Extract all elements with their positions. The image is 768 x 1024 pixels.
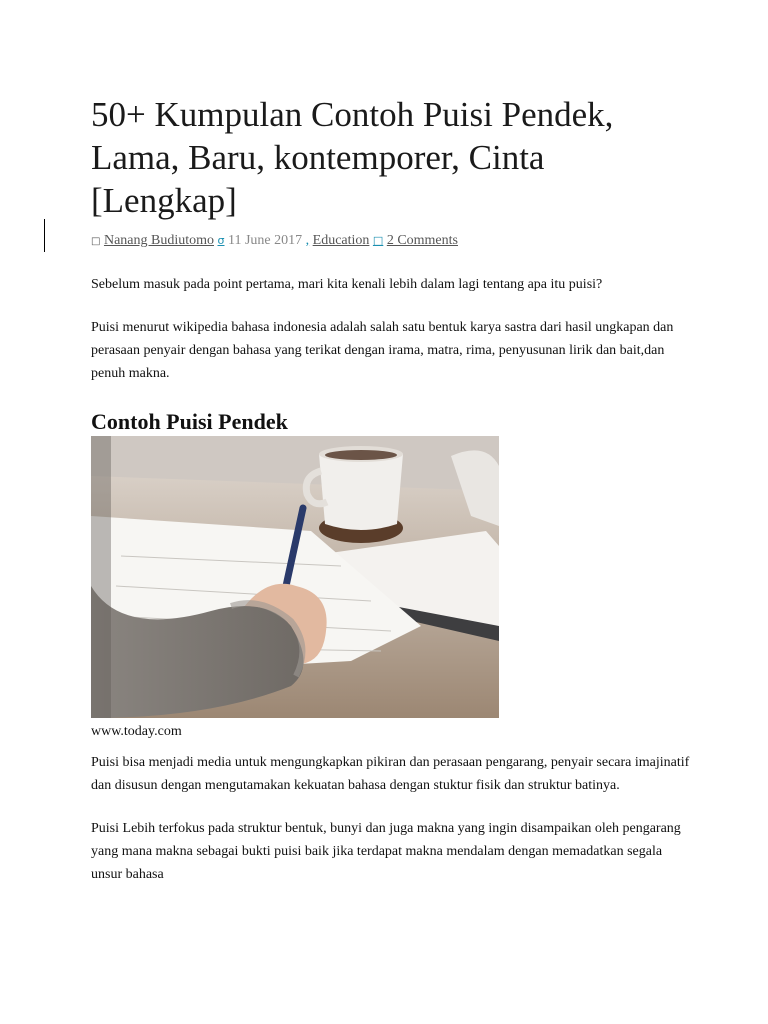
text-cursor [44, 219, 45, 252]
article-meta [91, 232, 691, 251]
article-title: 50+ Kumpulan Contoh Puisi Pendek, Lama, Baru, kontemporer, Cinta [Lengkap] [91, 95, 614, 220]
comment-icon[interactable]: □ [372, 234, 384, 247]
category-separator[interactable]: , [305, 233, 310, 248]
author-link[interactable]: Nanang Budiutomo [103, 233, 214, 248]
body-paragraph-2: Puisi Lebih terfokus pada struktur bentuk, bunyi dan juga makna yang ingin disampaikan oleh pengarang yang mana makna sebagai bukti puisi baik jika terdapat makna mendalam dengan memadatkan segala unsur bahasa [91, 821, 681, 882]
calendar-icon[interactable]: σ [217, 234, 225, 247]
post-date: 11 June 2017 [227, 233, 303, 248]
comments-link[interactable]: 2 Comments [386, 233, 458, 248]
writing-photo [91, 436, 499, 718]
user-icon: □ [91, 236, 101, 247]
section-heading: Contoh Puisi Pendek [91, 409, 288, 434]
category-link[interactable]: Education [312, 233, 370, 248]
body-paragraph-1: Puisi bisa menjadi media untuk mengungkapkan pikiran dan perasaan pengarang, penyair secara imajinatif dan disusun dengan mengutamakan kekuatan bahasa dengan stuktur fisik dan struktur batinya. [91, 755, 690, 793]
definition-paragraph: Puisi menurut wikipedia bahasa indonesia adalah salah satu bentuk karya sastra dari hasil ungkapan dan perasaan penyair dengan bahasa yang terikat dengan irama, matra, rima, penyusunan lirik dan bait,dan penuh makna. [91, 320, 674, 381]
image-caption: www.today.com [91, 724, 182, 739]
article [91, 93, 691, 886]
intro-paragraph: Sebelum masuk pada point pertama, mari kita kenali lebih dalam lagi tentang apa itu puisi? [91, 277, 603, 292]
